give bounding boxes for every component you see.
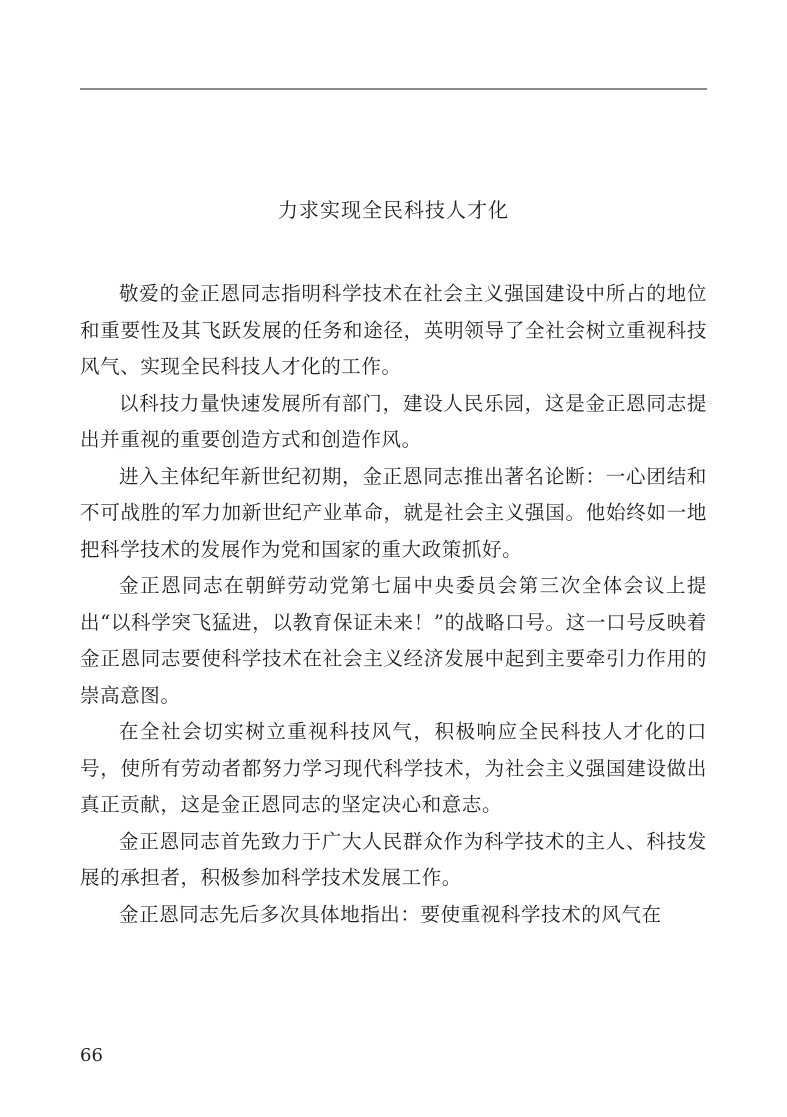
page-number: 66 [80, 1045, 103, 1066]
header-rule [80, 88, 707, 90]
body-text [80, 276, 707, 933]
paragraph: 金正恩同志首先致力于广大人民群众作为科学技术的主人、科技发展的承担者，积极参加科学技术发展工作。 [80, 829, 707, 889]
paragraph: 敬爱的金正恩同志指明科学技术在社会主义强国建设中所占的地位和重要性及其飞跃发展的任务和途径，英明领导了全社会树立重视科技风气、实现全民科技人才化的工作。 [80, 282, 707, 378]
page-title: 力求实现全民科技人才化 [278, 198, 509, 222]
paragraph: 金正恩同志先后多次具体地指出：要使重视科学技术的风气在 [119, 902, 662, 926]
paragraph: 以科技力量快速发展所有部门，建设人民乐园，这是金正恩同志提出并重视的重要创造方式和创造作风。 [80, 391, 707, 451]
paragraph: 在全社会切实树立重视科技风气，积极响应全民科技人才化的口号，使所有劳动者都努力学习现代科学技术，为社会主义强国建设做出真正贡献，这是金正恩同志的坚定决心和意志。 [80, 720, 707, 816]
paragraph: 进入主体纪年新世纪初期，金正恩同志推出著名论断：一心团结和不可战胜的军力加新世纪产业革命，就是社会主义强国。他始终如一地把科学技术的发展作为党和国家的重大政策抓好。 [80, 464, 707, 561]
paragraph: 金正恩同志在朝鲜劳动党第七届中央委员会第三次全体会议上提出“以科学突飞猛进，以教育保证未来！”的战略口号。这一口号反映着金正恩同志要使科学技术在社会主义经济发展中起到主要牵引力作用的崇高意图。 [80, 574, 707, 707]
